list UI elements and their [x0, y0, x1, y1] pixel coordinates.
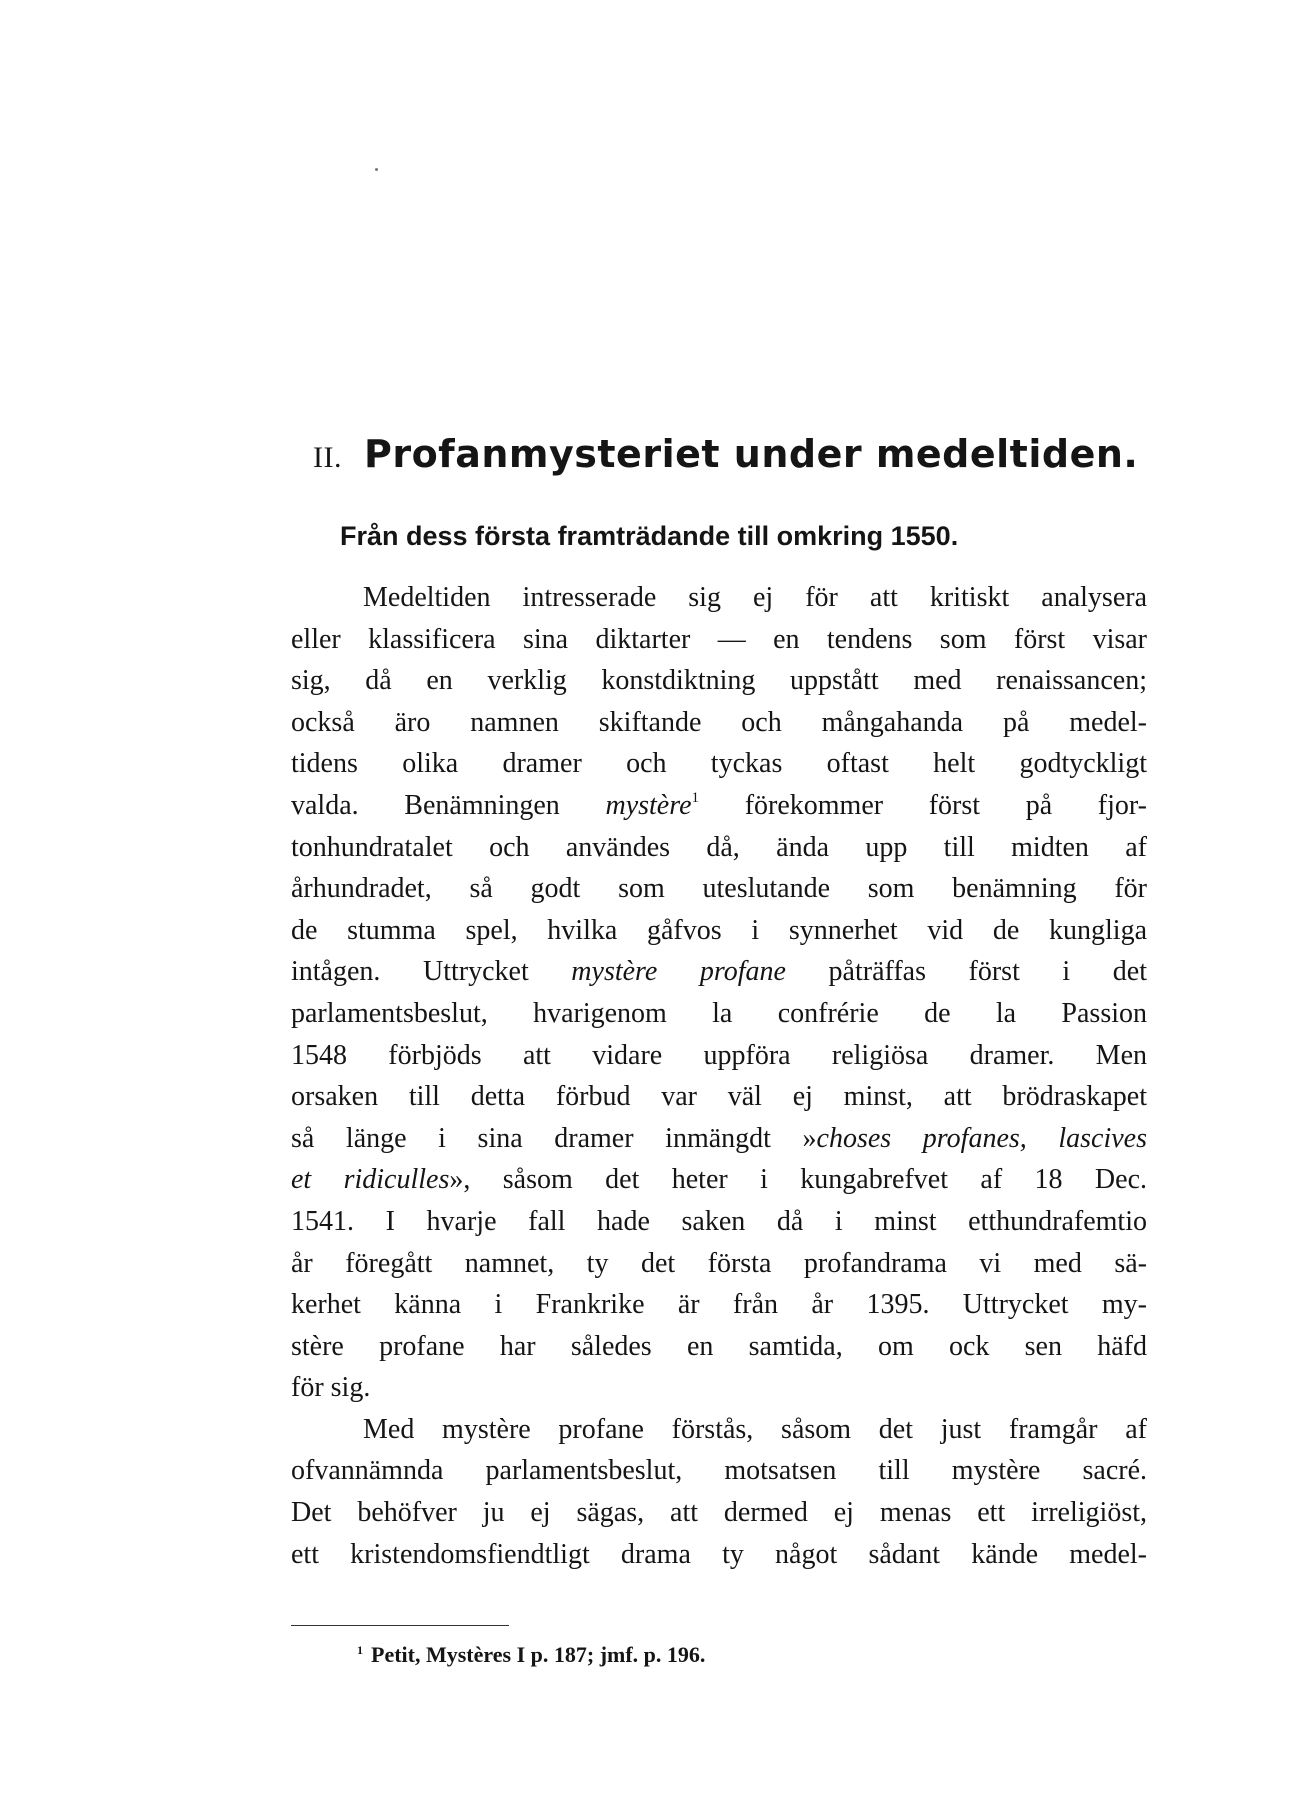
text-line: också äro namnen skiftande och mångahanda på medel-: [291, 706, 1147, 738]
text-run: förekommer först på fjor-: [699, 789, 1147, 821]
text-line: år föregått namnet, ty det första profandrama vi med sä-: [291, 1247, 1147, 1279]
text-line: för sig.: [291, 1372, 371, 1404]
text-line: ofvannämnda parlamentsbeslut, motsatsen till mystère sacré.: [291, 1455, 1147, 1487]
chapter-heading: [313, 432, 1193, 476]
italic-quote: et ridiculles: [291, 1164, 450, 1196]
text-line: eller klassificera sina diktarter — en tendens som först visar: [291, 623, 1147, 655]
text-line: tidens olika dramer och tyckas oftast helt godtyckligt: [291, 748, 1147, 780]
footnote: [357, 1642, 705, 1668]
text-line: 1548 förbjöds att vidare uppföra religiösa dramer. Men: [291, 1039, 1147, 1071]
chapter-subtitle: Från dess första framträdande till omkring 1550.: [340, 521, 959, 551]
chapter-title: Profanmysteriet under medeltiden.: [363, 432, 1139, 476]
text-line: århundradet, så godt som uteslutande som benämning för: [291, 873, 1147, 905]
italic-quote: choses profanes, lascives: [816, 1122, 1148, 1154]
text-line: Det behöfver ju ej sägas, att dermed ej menas ett irreligiöst,: [291, 1497, 1147, 1529]
text-line: orsaken till detta förbud var väl ej minst, att brödraskapet: [291, 1081, 1147, 1113]
text-line: Medeltiden intresserade sig ej för att kritiskt analysera: [363, 582, 1147, 613]
italic-term: mystère: [605, 789, 692, 821]
text-line: [291, 1159, 1147, 1201]
text-line: de stumma spel, hvilka gåfvos i synnerhet vid de kungliga: [291, 914, 1147, 946]
text-line: sig, då en verklig konstdiktning uppstått med renaissancen;: [291, 665, 1147, 697]
text-line: ett kristendomsfiendtligt drama ty något sådant kände medel-: [291, 1538, 1147, 1570]
text-line: 1541. I hvarje fall hade saken då i minst etthundrafemtio: [291, 1205, 1147, 1237]
text-line: Med mystère profane förstås, såsom det just framgår af: [363, 1413, 1147, 1445]
text-line: [291, 785, 1147, 827]
body-text: [291, 577, 1147, 1575]
text-run: påträffas först i det: [785, 956, 1147, 988]
text-run: så länge i sina dramer inmängdt »: [291, 1122, 817, 1154]
footnote-divider: [291, 1625, 509, 1626]
text-line: [291, 951, 1147, 993]
footnote-text: Petit, Mystères I p. 187; jmf. p. 196.: [371, 1642, 706, 1667]
italic-term: mystère profane: [571, 956, 786, 988]
text-line: kerhet känna i Frankrike är från år 1395. Uttrycket my-: [291, 1289, 1147, 1321]
text-line: parlamentsbeslut, hvarigenom la confrérie de la Passion: [291, 997, 1147, 1029]
paper-speck: [375, 168, 378, 171]
footnote-reference: 1: [691, 789, 700, 806]
text-run: intågen. Uttrycket: [291, 956, 572, 988]
text-run: valda. Benämningen: [291, 789, 606, 821]
text-run: », såsom det heter i kungabrefvet af 18 Dec.: [449, 1164, 1147, 1196]
text-line: [291, 1118, 1147, 1160]
chapter-number: II.: [313, 441, 342, 474]
footnote-marker: 1: [357, 1643, 363, 1657]
text-line: tonhundratalet och användes då, ända upp till midten af: [291, 831, 1147, 863]
text-line: stère profane har således en samtida, om ock sen häfd: [291, 1330, 1147, 1362]
